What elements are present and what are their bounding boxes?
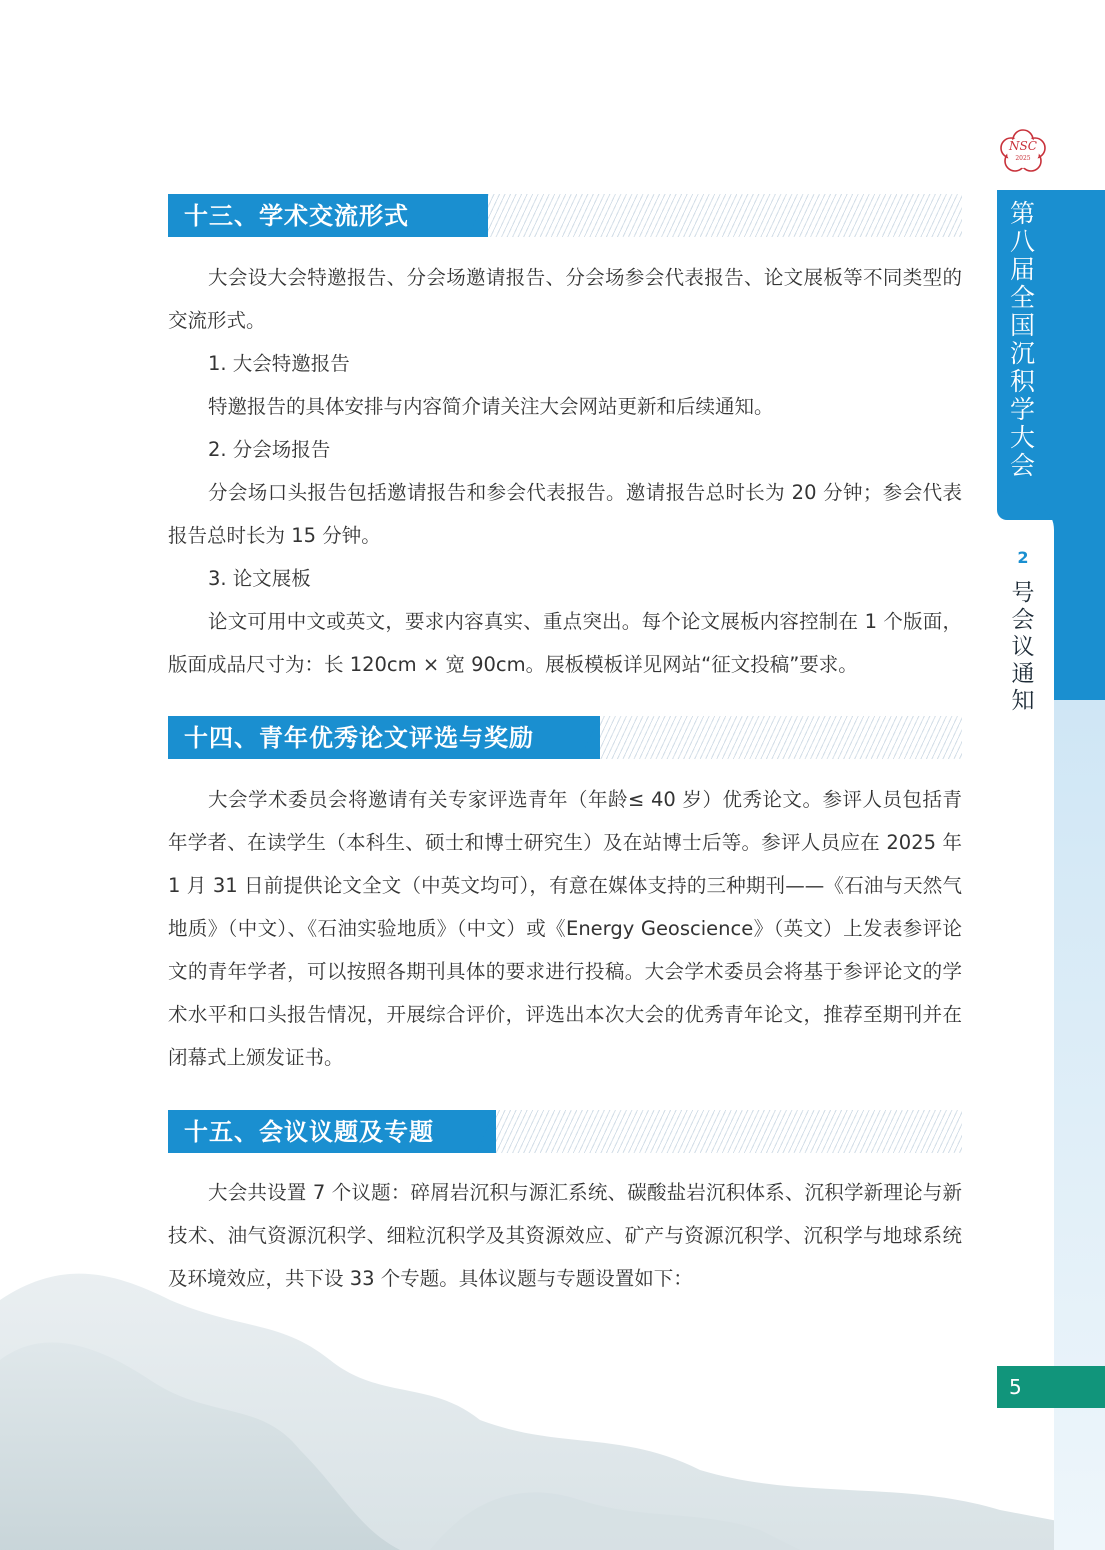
section-title: 十三、学术交流形式 — [184, 201, 409, 230]
logo-label: NSC — [1009, 139, 1037, 153]
section-13-sub-2: 2. 分会场报告 — [208, 438, 331, 461]
title-char: 全 — [1009, 283, 1036, 312]
subtitle-char: 议 — [1011, 634, 1035, 660]
title-char: 大 — [1009, 423, 1036, 452]
subtitle-char: 通 — [1011, 661, 1035, 687]
section-heading-15 — [168, 1110, 962, 1153]
section-13-text-3: 论文可用中文或英文，要求内容真实、重点突出。每个论文展板内容控制在 1 个版面，版面成品尺寸为：长 120cm × 宽 90cm。展板模板详见网站“征文投稿”要求。 — [168, 610, 962, 676]
section-15-text: 大会共设置 7 个议题：碎屑岩沉积与源汇系统、碳酸盐岩沉积体系、沉积学新理论与新技术、油气资源沉积学、细粒沉积学及其资源效应、矿产与资源沉积学、沉积学与地球系统及环境效应，共下设 33 个专题。具体议题与专题设置如下： — [168, 1181, 962, 1290]
subtitle-char: 知 — [1011, 688, 1035, 714]
subtitle-char: 会 — [1011, 607, 1035, 633]
issue-number-badge: 2 — [1011, 546, 1035, 570]
section-title: 十五、会议议题及专题 — [184, 1117, 434, 1146]
title-char: 第 — [1009, 199, 1036, 228]
title-char: 学 — [1009, 395, 1036, 424]
page-number — [997, 1366, 1105, 1408]
title-char: 届 — [1009, 255, 1036, 284]
title-char: 沉 — [1009, 339, 1036, 368]
title-char: 国 — [1009, 311, 1036, 340]
title-char: 八 — [1009, 227, 1036, 256]
section-13-intro: 大会设大会特邀报告、分会场邀请报告、分会场参会代表报告、论文展板等不同类型的交流形式。 — [168, 266, 962, 332]
sidebar-light-band — [1054, 700, 1105, 1550]
page-number-text: 5 — [1009, 1375, 1022, 1399]
section-13-text-2: 分会场口头报告包括邀请报告和参会代表报告。邀请报告总时长为 20 分钟；参会代表报告总时长为 15 分钟。 — [168, 481, 962, 547]
title-char: 积 — [1009, 367, 1036, 396]
conference-title-vertical — [1005, 200, 1041, 480]
sidebar-subtitle-band — [1054, 520, 1105, 700]
notice-subtitle-vertical — [1005, 580, 1041, 715]
logo-year: 2025 — [1015, 155, 1031, 162]
section-13-text-1: 特邀报告的具体安排与内容简介请关注大会网站更新和后续通知。 — [208, 395, 774, 418]
subtitle-char: 号 — [1011, 580, 1035, 606]
section-title: 十四、青年优秀论文评选与奖励 — [184, 723, 534, 752]
section-13-sub-1: 1. 大会特邀报告 — [208, 352, 350, 375]
section-14-text: 大会学术委员会将邀请有关专家评选青年（年龄≤ 40 岁）优秀论文。参评人员包括青年学者、在读学生（本科生、硕士和博士研究生）及在站博士后等。参评人员应在 2025 年 1 月 31 日前提供论文全文（中英文均可），有意在媒体支持的三种期刊——《石油与天然气地质》（中文）、《石油实验地质》（中文）或《Energy Geoscience》（英文）上发表参评论文的青年学者，可以按照各期刊具体的要求进行投稿。大会学术委员会将基于参评论文的学术水平和口头报告情况，开展综合评价，评选出本次大会的优秀青年论文，推荐至期刊并在闭幕式上颁发证书。 — [168, 788, 962, 1069]
title-char: 会 — [1009, 451, 1036, 480]
section-heading-14 — [168, 716, 962, 759]
section-13-sub-3: 3. 论文展板 — [208, 567, 311, 590]
section-heading-13 — [168, 194, 962, 237]
